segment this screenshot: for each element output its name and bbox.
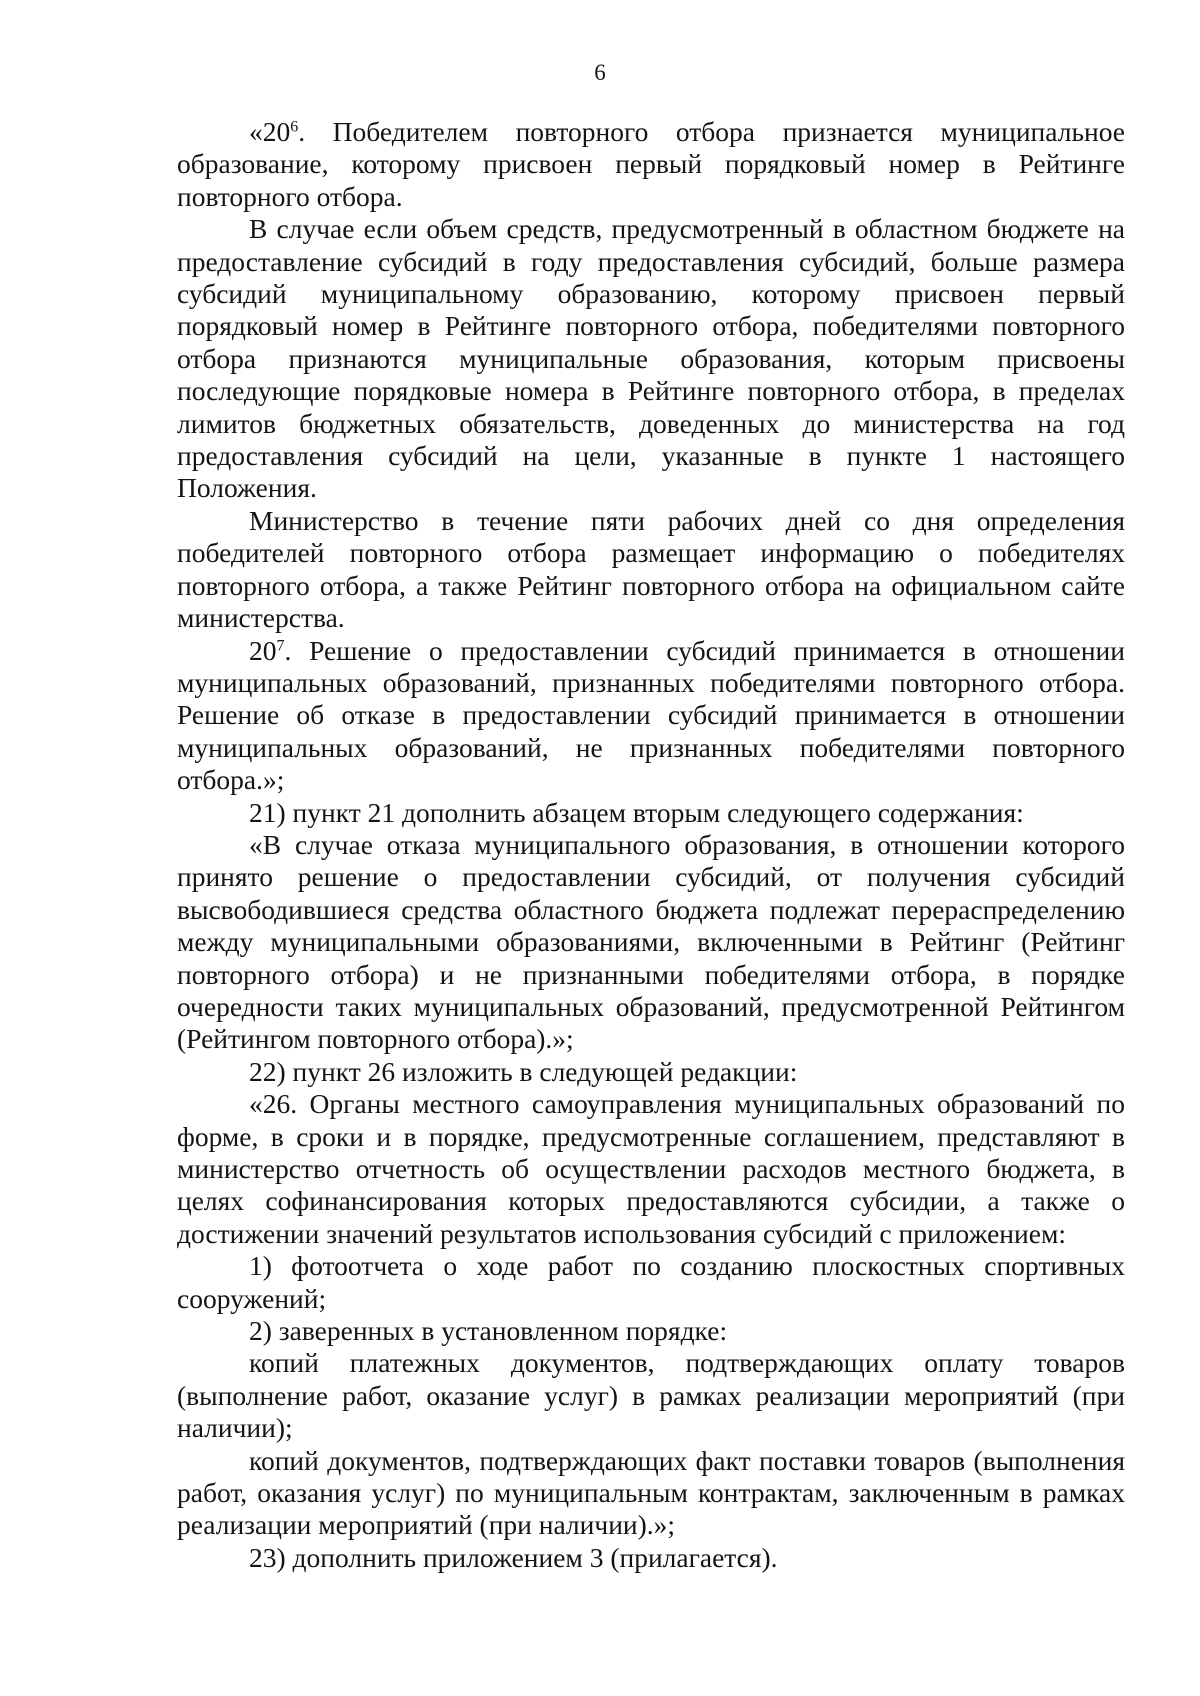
superscript: 6 — [290, 118, 299, 136]
paragraph-text: «26. Органы местного самоуправления муниципальных образований по форме, в сроки и в порядке, предусмотренные соглашением, представляют в министерство отчетность об осуществлении расходов местного бюджета, в целях софинансирования которых предоставляются субсидии, а также о достижении значений результатов использования субсидий с приложением: — [177, 1088, 1125, 1249]
paragraph-text: 1) фотоотчета о ходе работ по созданию плоскостных спортивных сооружений; — [177, 1250, 1125, 1314]
paragraph-text: «В случае отказа муниципального образования, в отношении которого принято решение о предоставлении субсидий, от получения субсидий высвободившиеся средства областного бюджета подлежат перераспределению между муниципальными образованиями, включенными в Рейтинг (Рейтинг повторного отбора) и не признанными победителями отбора, в порядке очередности таких муниципальных образований, предусмотренной Рейтингом (Рейтингом повторного отбора).»; — [177, 828, 1125, 1055]
paragraph — [177, 116, 1125, 213]
paragraph-text: 21) пункт 21 дополнить абзацем вторым следующего содержания: — [249, 796, 1024, 828]
paragraph-text: 23) дополнить приложением 3 (прилагается). — [249, 1541, 778, 1573]
superscript: 7 — [276, 636, 285, 654]
paragraph — [177, 1347, 1125, 1444]
paragraph — [177, 1250, 1125, 1315]
paragraph-text: копий платежных документов, подтверждающих оплату товаров (выполнение работ, оказание услуг) в рамках реализации мероприятий (при наличии); — [177, 1347, 1125, 1444]
paragraph-text: . Решение о предоставлении субсидий принимается в отношении муниципальных образований, признанных победителями повторного отбора. Решение об отказе в предоставлении субсидий принимается в отношении муниципальных образований, не признанных победителями повторного отбора.»; — [177, 634, 1125, 796]
clause-number: «20 — [249, 116, 291, 147]
paragraph-text: Министерство в течение пяти рабочих дней со дня определения победителей повторного отбора размещает информацию о победителях повторного отбора, а также Рейтинг повторного отбора на официальном сайте министерства. — [177, 504, 1125, 634]
paragraph — [177, 1445, 1125, 1542]
document-body — [177, 116, 1125, 1574]
clause-number: 20 — [249, 634, 277, 666]
paragraph — [177, 1542, 1125, 1574]
paragraph-text: . Победителем повторного отбора признается муниципальное образование, которому присвоен первый порядковый номер в Рейтинге повторного отбора. — [177, 116, 1125, 212]
paragraph — [177, 1315, 1125, 1347]
page-number: 6 — [594, 60, 606, 85]
paragraph — [177, 1056, 1125, 1088]
paragraph-text: В случае если объем средств, предусмотренный в областном бюджете на предоставление субсидий в году предоставления субсидий, больше размера субсидий муниципальному образованию, которому присвоен первый порядковый номер в Рейтинге повторного отбора, победителями повторного отбора признаются муниципальные образования, которым присвоены последующие порядковые номера в Рейтинге повторного отбора, в пределах лимитов бюджетных обязательств, доведенных до министерства на год предоставления субсидий на цели, указанные в пункте 1 настоящего Положения. — [177, 213, 1125, 504]
paragraph — [177, 1088, 1125, 1250]
paragraph — [177, 635, 1125, 797]
paragraph-text: копий документов, подтверждающих факт поставки товаров (выполнения работ, оказания услуг) по муниципальным контрактам, заключенным в рамках реализации мероприятий (при наличии).»; — [177, 1444, 1125, 1541]
paragraph-text: 22) пункт 26 изложить в следующей редакции: — [249, 1055, 798, 1087]
paragraph-text: 2) заверенных в установленном порядке: — [249, 1315, 728, 1347]
paragraph — [177, 213, 1125, 505]
paragraph — [177, 797, 1125, 829]
paragraph — [177, 505, 1125, 635]
paragraph — [177, 829, 1125, 1056]
